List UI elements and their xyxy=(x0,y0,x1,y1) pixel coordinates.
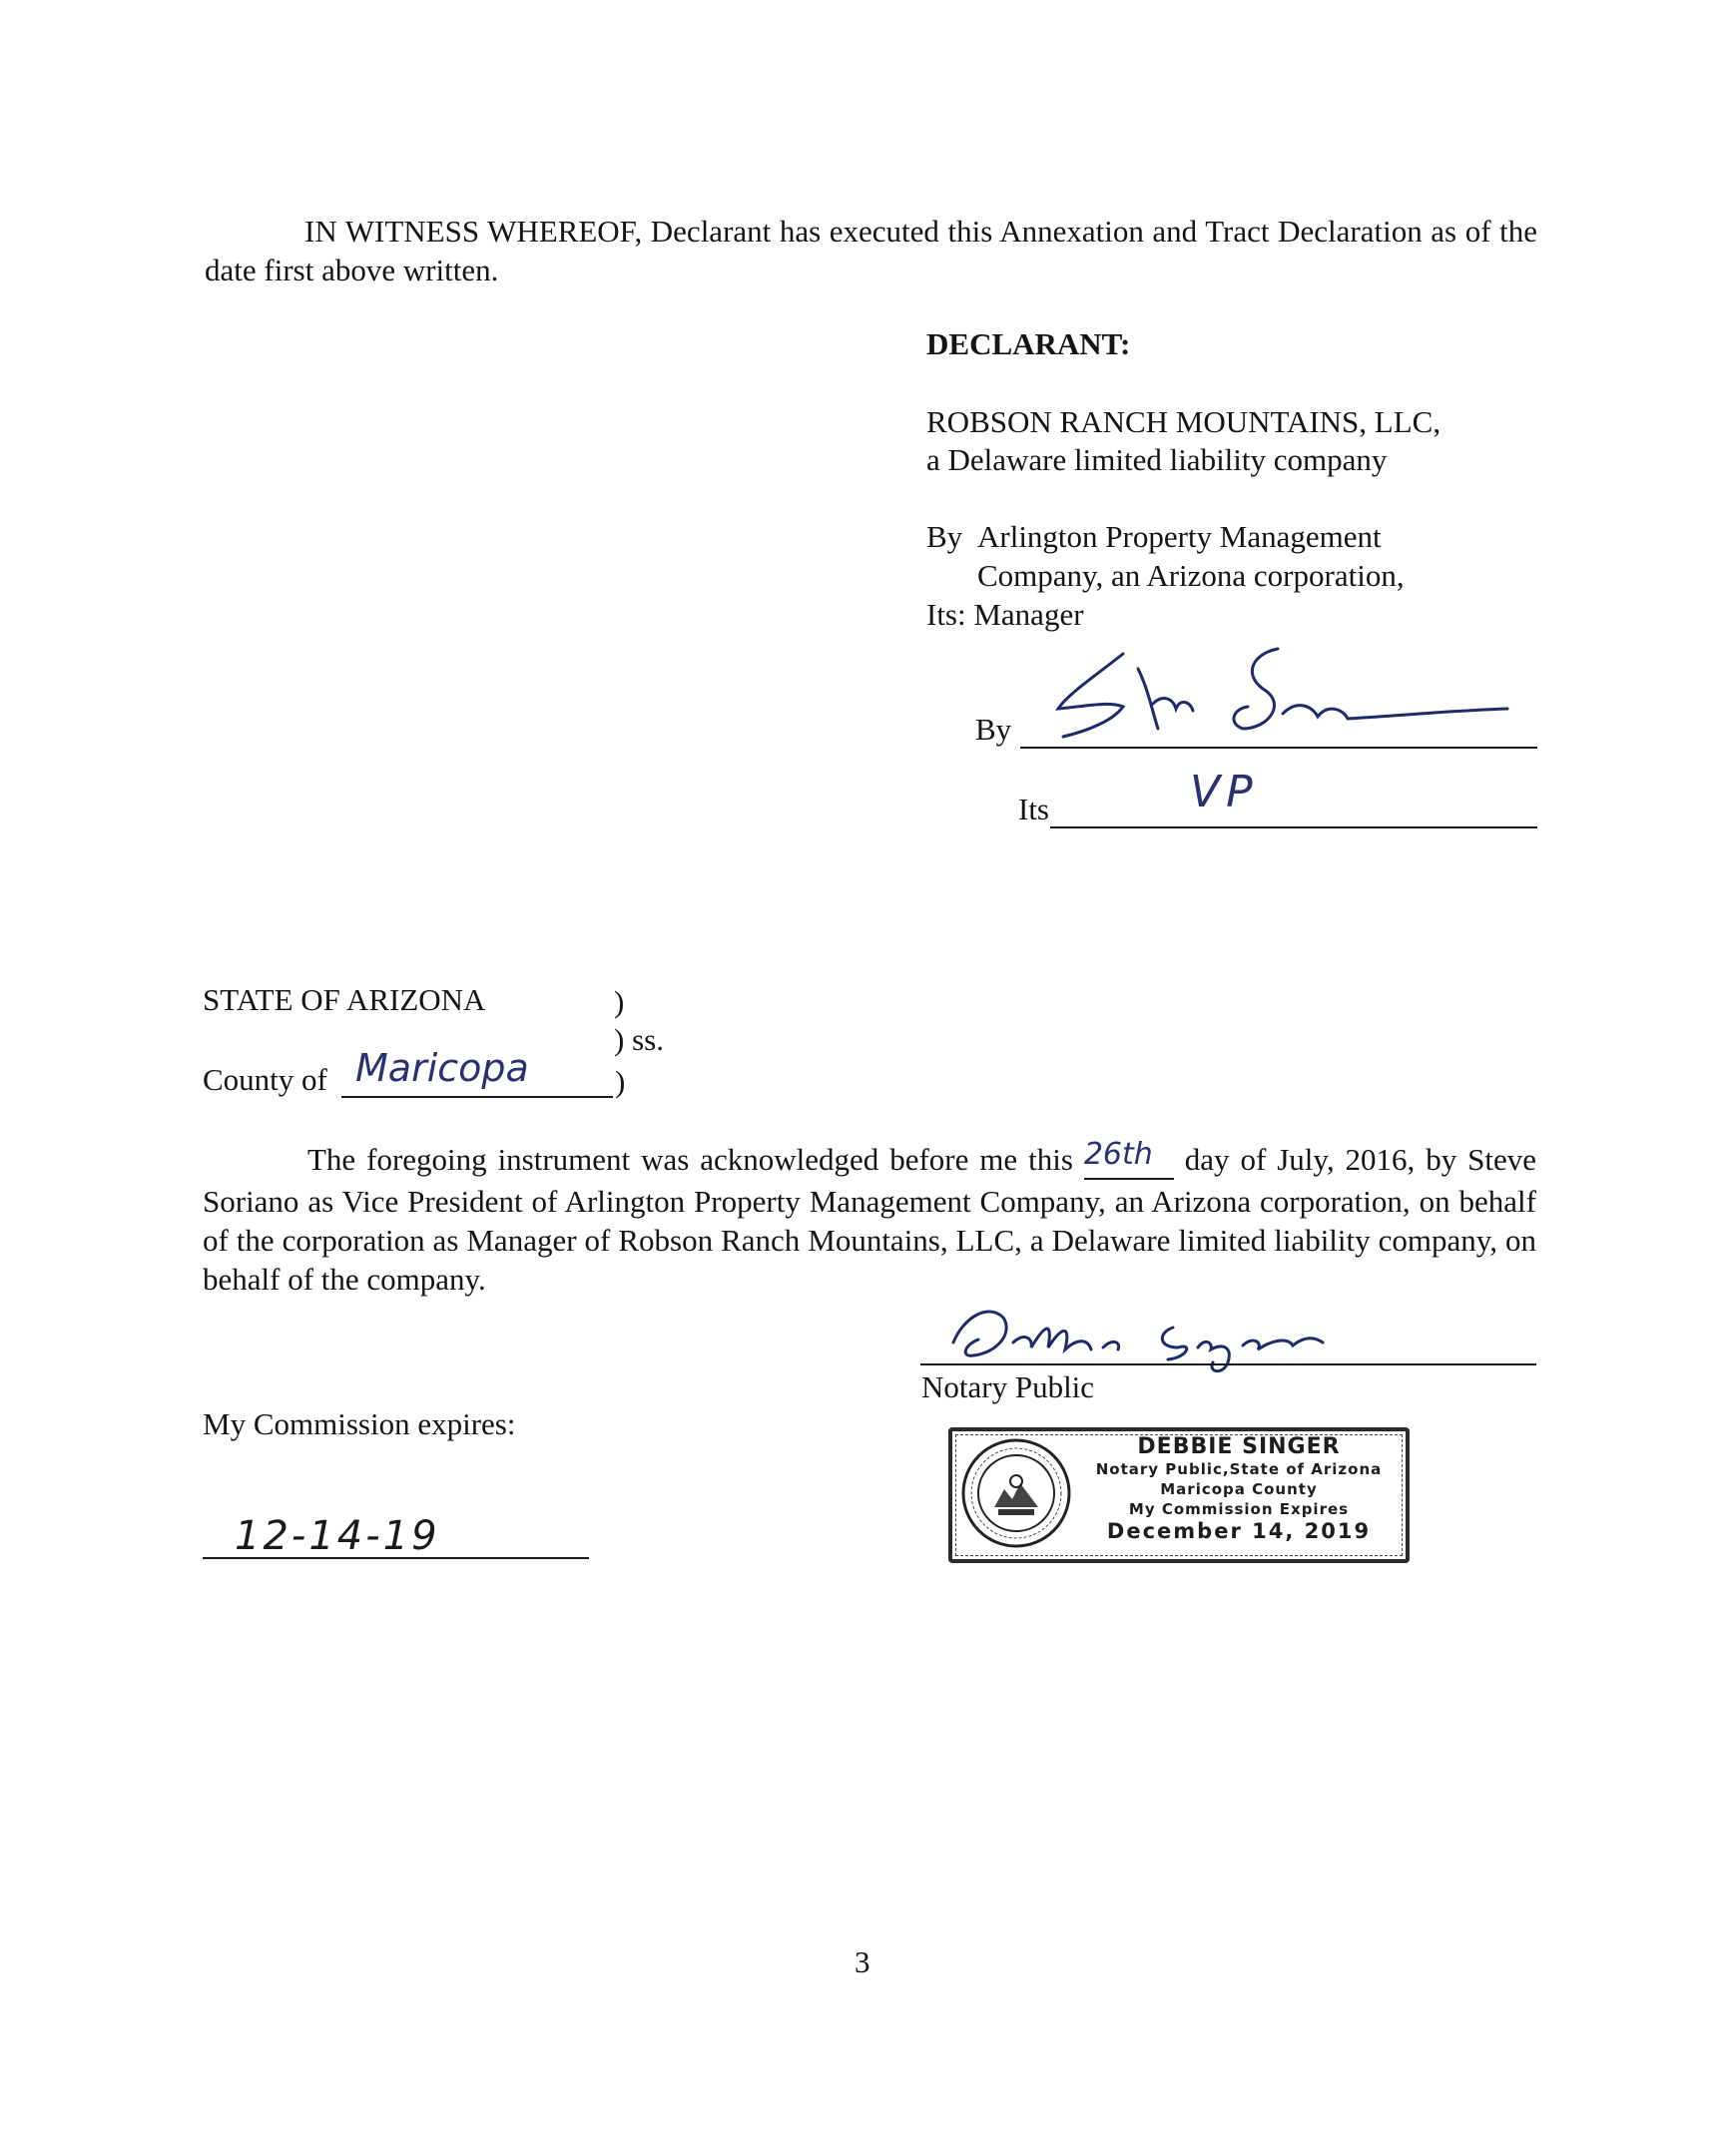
manager-name-line2: Company, an Arizona corporation, xyxy=(977,558,1405,593)
state-label: STATE OF ARIZONA xyxy=(203,982,486,1017)
stamp-text-block xyxy=(1078,1435,1400,1544)
notary-stamp xyxy=(948,1427,1410,1563)
declarant-heading: DECLARANT: xyxy=(926,326,1131,361)
commission-date-handwritten: 12-14-19 xyxy=(235,1513,440,1559)
stamp-expiration: December 14, 2019 xyxy=(1106,1519,1372,1543)
notary-signature-line xyxy=(920,1363,1536,1365)
its-title-handwritten: VP xyxy=(1190,767,1259,817)
ack-day-handwritten: 26th xyxy=(1083,1137,1153,1172)
witness-paragraph xyxy=(205,212,1537,289)
state-paren: ) xyxy=(614,984,625,1019)
its-title-line xyxy=(1050,826,1537,828)
its-label: Its xyxy=(1018,792,1049,826)
its-manager: Its: Manager xyxy=(926,597,1084,632)
arizona-seal-icon xyxy=(960,1437,1072,1549)
page-number: 3 xyxy=(855,1944,870,1979)
company-description: a Delaware limited liability company xyxy=(926,442,1388,477)
notary-label: Notary Public xyxy=(921,1369,1095,1404)
commission-label: My Commission expires: xyxy=(203,1406,516,1441)
acknowledgment-paragraph xyxy=(203,1137,1537,1299)
ack-day-blank xyxy=(1084,1138,1174,1180)
stamp-name: DEBBIE SINGER xyxy=(1137,1434,1341,1459)
stamp-line1: Notary Public,State of Arizona xyxy=(1095,1460,1383,1478)
company-name: ROBSON RANCH MOUNTAINS, LLC, xyxy=(926,404,1441,439)
county-handwritten: Maricopa xyxy=(355,1046,529,1090)
stamp-line2: Maricopa County xyxy=(1160,1480,1318,1498)
by-prefix: By xyxy=(926,519,963,554)
declarant-signature xyxy=(1028,629,1517,754)
county-line xyxy=(341,1096,613,1098)
stamp-line3: My Commission Expires xyxy=(1128,1500,1350,1518)
ack-text-start: The foregoing instrument was acknowledged before me this xyxy=(307,1142,1073,1177)
witness-text: IN WITNESS WHEREOF, Declarant has executed this Annexation and Tract Declaration as of the date first above written. xyxy=(205,214,1537,287)
ss-label: ) ss. xyxy=(614,1022,664,1057)
manager-name-line1: Arlington Property Management xyxy=(977,519,1382,554)
ack-text-rest: day of July, 2016, by Steve Soriano as Vice President of Arlington Property Management Company, an Arizona corporation, on behalf of the corporation as Manager of Robson Ranch Mountains, LLC, a Delaware limited liability company, on behalf of the company. xyxy=(203,1142,1537,1297)
county-label: County of xyxy=(203,1062,327,1097)
by-label: By xyxy=(975,712,1012,747)
county-paren: ) xyxy=(615,1064,626,1099)
